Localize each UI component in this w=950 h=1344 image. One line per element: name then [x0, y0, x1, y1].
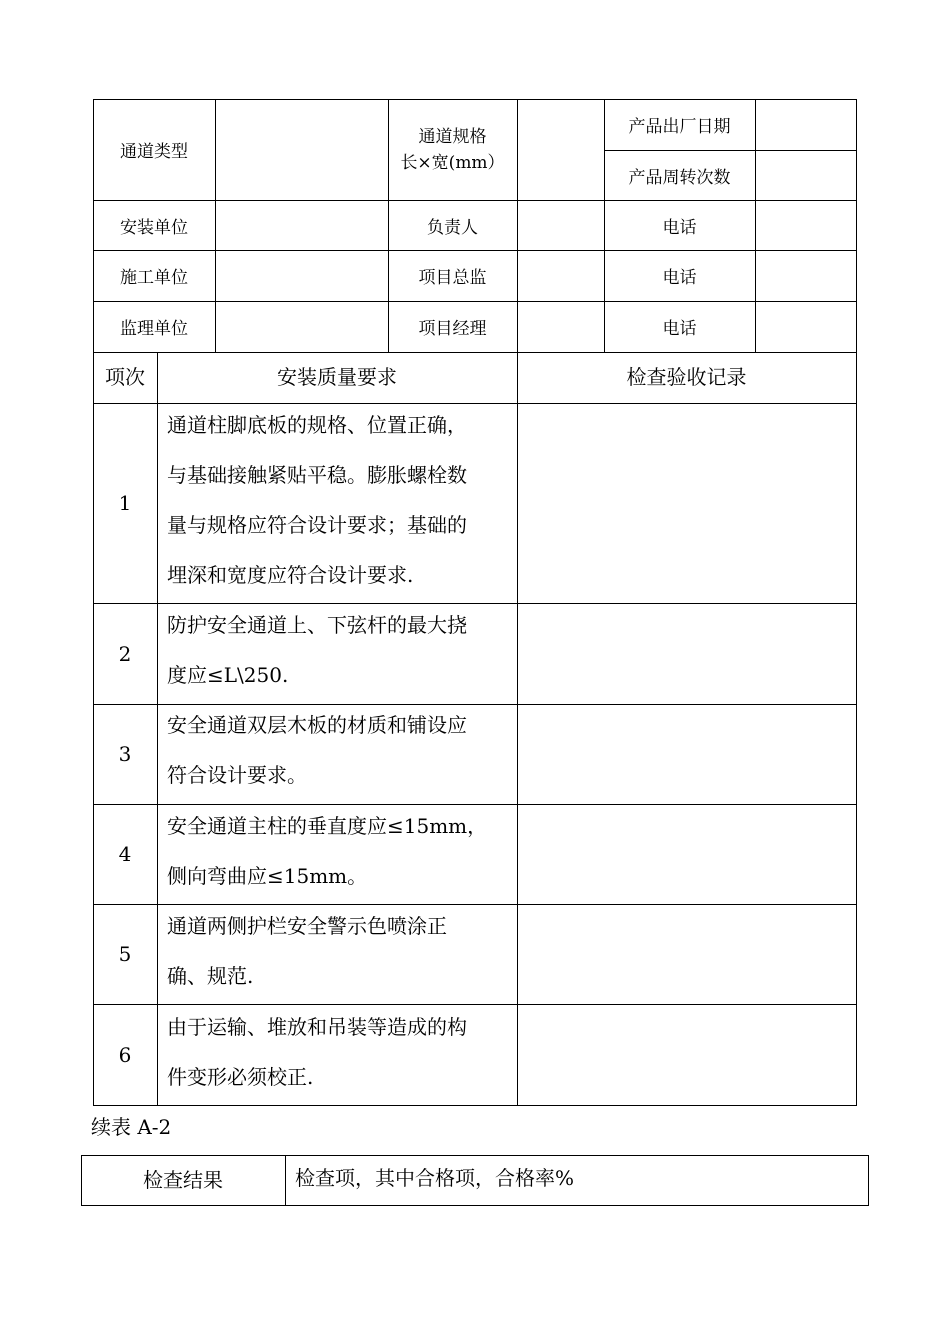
continued-table-caption: 续表 A-2 [91, 1115, 172, 1139]
phone-label: 电话 [662, 319, 697, 339]
phone-value[interactable] [755, 301, 856, 352]
requirement-line: 度应≤L\250. [167, 663, 289, 687]
item-requirement [167, 600, 467, 700]
requirement-line: 与基础接触紧贴平稳。膨胀螺栓数 [167, 463, 467, 487]
requirement-line: 通道两侧护栏安全警示色喷涂正 [167, 914, 447, 938]
supervision-unit-label: 监理单位 [120, 319, 188, 339]
table-border-bottom [93, 1105, 857, 1106]
channel-type-label: 通道类型 [120, 142, 188, 162]
item-record-field[interactable] [517, 904, 856, 1004]
install-unit-label: 安装单位 [120, 217, 188, 238]
requirement-line: 由于运输、堆放和吊装等造成的构 [167, 1015, 467, 1039]
item-number: 4 [118, 842, 132, 866]
requirement-line: 通道柱脚底板的规格、位置正确， [167, 413, 467, 437]
item-requirement [167, 801, 487, 901]
item-record-field[interactable] [517, 704, 856, 804]
turnover-count-label: 产品周转次数 [628, 167, 731, 188]
phone-label: 电话 [662, 268, 697, 288]
item-requirement [167, 700, 467, 800]
install-unit-value[interactable] [215, 200, 388, 250]
construction-unit-label: 施工单位 [120, 268, 188, 288]
project-manager-label: 项目经理 [418, 319, 487, 339]
item-number: 5 [118, 942, 132, 966]
item-record-field[interactable] [517, 603, 856, 704]
item-number: 2 [118, 641, 132, 666]
item-record-field[interactable] [517, 1004, 856, 1105]
phone-value[interactable] [755, 200, 856, 250]
phone-label: 电话 [662, 217, 697, 238]
column-record-header: 检查验收记录 [626, 364, 747, 389]
factory-date-value[interactable] [755, 99, 856, 150]
requirement-line: 符合设计要求。 [167, 763, 307, 787]
requirement-line: 量与规格应符合设计要求；基础的 [167, 513, 467, 537]
table-border-right [856, 99, 857, 1106]
channel-spec-line2: 长×宽(mm） [400, 152, 505, 173]
requirement-line: 确、规范. [167, 964, 254, 988]
channel-spec-label [388, 99, 517, 200]
item-requirement [167, 400, 467, 600]
item-record-field[interactable] [517, 804, 856, 904]
project-manager-value[interactable] [517, 301, 604, 352]
table-border-right [868, 1155, 869, 1206]
column-requirement-header: 安装质量要求 [277, 364, 397, 389]
result-label: 检查结果 [143, 1167, 223, 1192]
requirement-line: 埋深和宽度应符合设计要求. [167, 563, 414, 587]
chief-supervisor-label: 项目总监 [418, 268, 487, 288]
item-record-field[interactable] [517, 403, 856, 603]
table-border-bottom [81, 1205, 869, 1206]
item-requirement [167, 1002, 467, 1102]
requirement-line: 侧向弯曲应≤15mm。 [167, 864, 368, 888]
channel-spec-value[interactable] [517, 99, 604, 200]
item-number: 1 [118, 491, 132, 515]
table-divider [157, 352, 158, 1106]
requirement-line: 防护安全通道上、下弦杆的最大挠 [167, 613, 467, 637]
responsible-value[interactable] [517, 200, 604, 250]
table-divider [285, 1155, 286, 1206]
channel-spec-line1: 通道规格 [418, 126, 487, 147]
channel-type-value[interactable] [215, 99, 388, 200]
construction-unit-value[interactable] [215, 250, 388, 301]
requirement-line: 安全通道主柱的垂直度应≤15mm， [167, 814, 488, 838]
requirement-line: 件变形必须校正. [167, 1065, 314, 1089]
responsible-label: 负责人 [427, 217, 478, 238]
chief-supervisor-value[interactable] [517, 250, 604, 301]
supervision-unit-value[interactable] [215, 301, 388, 352]
factory-date-label: 产品出厂日期 [628, 117, 731, 137]
column-item-header: 项次 [105, 364, 145, 389]
phone-value[interactable] [755, 250, 856, 301]
result-text[interactable]: 检查项，其中合格项，合格率% [295, 1166, 575, 1190]
item-number: 3 [118, 742, 132, 766]
item-number: 6 [118, 1042, 132, 1067]
item-requirement [167, 901, 447, 1001]
turnover-count-value[interactable] [755, 150, 856, 200]
requirement-line: 安全通道双层木板的材质和铺设应 [167, 713, 467, 737]
